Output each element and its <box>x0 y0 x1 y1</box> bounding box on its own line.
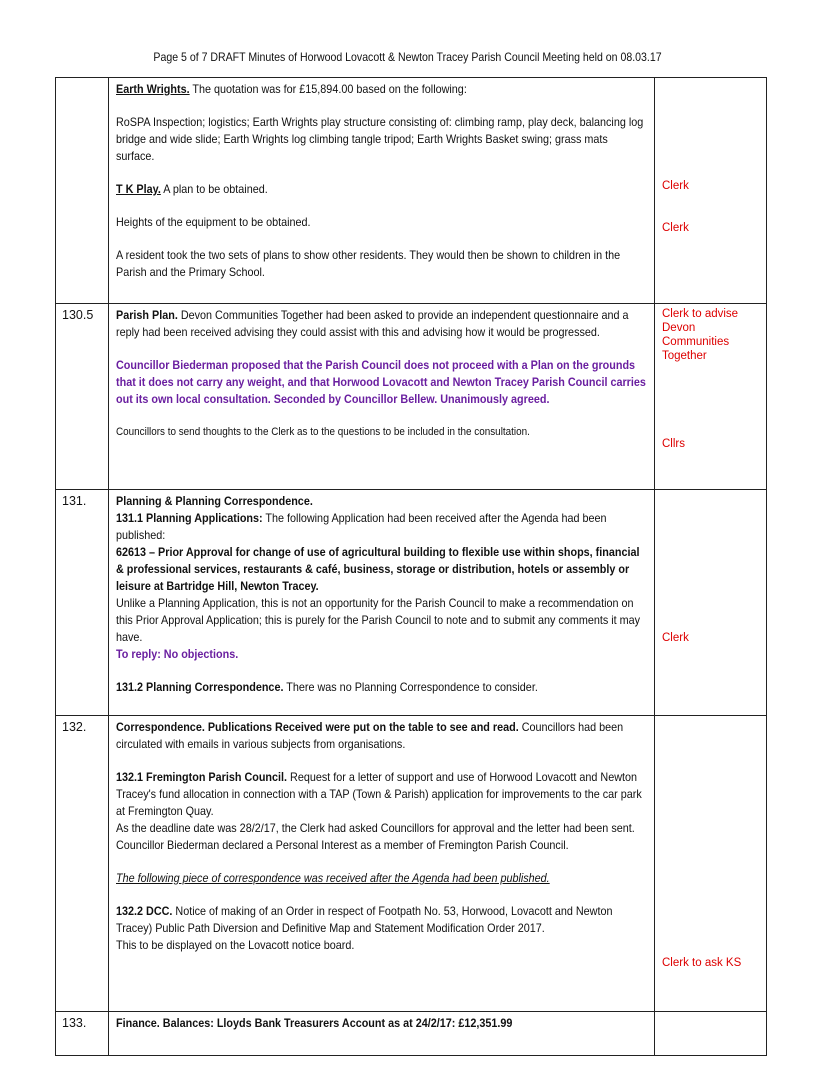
action-cell <box>655 78 767 304</box>
planning-title: Planning & Planning Correspondence. <box>116 494 313 508</box>
earth-wrights-title: Earth Wrights. <box>116 82 190 96</box>
planning-apps-title: 131.1 Planning Applications: <box>116 511 263 525</box>
action-cell <box>655 304 767 490</box>
action-item: Cllrs <box>662 438 685 450</box>
action-cell <box>655 490 767 716</box>
resident-text: A resident took the two sets of plans to show other residents. They would then be shown to children in the Parish and the Primary School. <box>116 248 621 279</box>
planning-corr-title: 131.2 Planning Correspondence. <box>116 680 284 694</box>
table-row <box>56 716 767 1012</box>
reply-text: To reply: No objections. <box>116 647 239 661</box>
tk-play-title: T K Play. <box>116 182 161 196</box>
dcc-title: 132.2 DCC. <box>116 904 173 918</box>
fremington-title: 132.1 Fremington Parish Council. <box>116 770 288 784</box>
item-body <box>109 490 655 716</box>
parish-plan-text: Devon Communities Together had been asked to provide an independent questionnaire and a reply had been received advising they could assist with this and advising how it would be progressed. <box>116 308 629 339</box>
earth-wrights-text: The quotation was for £15,894.00 based on the following: <box>189 82 467 96</box>
item-number <box>56 78 109 304</box>
table-row <box>56 1012 767 1056</box>
item-number: 130.5 <box>56 304 109 490</box>
finance-title: Finance. Balances: Lloyds Bank Treasurers Account as at 24/2/17: £12,351.99 <box>116 1016 513 1030</box>
planning-apps-text: The following Application had been received after the Agenda had been published: <box>116 511 607 542</box>
planning-corr-text: There was no Planning Correspondence to consider. <box>283 680 538 694</box>
unlike-text: Unlike a Planning Application, this is not an opportunity for the Parish Council to make a recommendation on this Prior Approval Application; this is purely for the Parish Council to note and to submit any comments it may have. <box>116 596 641 644</box>
action-cell <box>655 1012 767 1056</box>
item-body <box>109 78 655 304</box>
action-item: Clerk to ask KS <box>662 957 742 969</box>
table-row <box>56 490 767 716</box>
heights-text: Heights of the equipment to be obtained. <box>116 215 311 229</box>
parish-plan-title: Parish Plan. <box>116 308 178 322</box>
fremington-text: Request for a letter of support and use of Horwood Lovacott and Newton Tracey's fund allocation in connection with a TAP (Town & Parish) application for improvements to the car park at Fremington Quay. <box>116 770 642 818</box>
consultation-note: Councillors to send thoughts to the Clerk as to the questions to be included in the consultation. <box>116 426 530 438</box>
display-text: This to be displayed on the Lovacott notice board. <box>116 938 355 952</box>
item-body <box>109 716 655 1012</box>
resolution-text: Councillor Biederman proposed that the Parish Council does not proceed with a Plan on the grounds that it does not carry any weight, and that Horwood Lovacott and Newton Tracey Parish Council carries out its own local consultation. Seconded by Councillor Bellew. Unanimously agreed. <box>116 358 646 406</box>
action-item: Clerk <box>662 222 689 234</box>
table-row <box>56 78 767 304</box>
action-item: Clerk <box>662 632 689 644</box>
application-text: 62613 – Prior Approval for change of use of agricultural building to flexible use within shops, financial & professional services, restaurants & café, business, storage or distribution, hotels or assembly or leisure at Bartridge Hill, Newton Tracey. <box>116 545 640 593</box>
item-number: 131. <box>56 490 109 716</box>
item-number: 132. <box>56 716 109 1012</box>
deadline-text: As the deadline date was 28/2/17, the Clerk had asked Councillors for approval and the letter had been sent. <box>116 821 635 835</box>
tk-play-text: A plan to be obtained. <box>160 182 268 196</box>
minutes-table <box>55 77 767 1056</box>
interest-text: Councillor Biederman declared a Personal Interest as a member of Fremington Parish Council. <box>116 838 569 852</box>
correspondence-text: Councillors had been circulated with emails in various subjects from organisations. <box>116 720 624 751</box>
table-row <box>56 304 767 490</box>
item-body <box>109 1012 655 1056</box>
correspondence-title: Correspondence. Publications Received were put on the table to see and read. <box>116 720 519 734</box>
dcc-text: Notice of making of an Order in respect of Footpath No. 53, Horwood, Lovacott and Newton Tracey) Public Path Diversion and Definitive Map and Statement Modification Order 2017. <box>116 904 613 935</box>
action-item: Clerk <box>662 180 689 192</box>
item-number: 133. <box>56 1012 109 1056</box>
following-text: The following piece of correspondence was received after the Agenda had been published. <box>116 871 550 885</box>
action-item: Clerk to advise Devon Communities Together <box>662 308 739 362</box>
page-header: Page 5 of 7 DRAFT Minutes of Horwood Lovacott & Newton Tracey Parish Council Meeting held on 08.03.17 <box>153 50 662 64</box>
rospa-text: RoSPA Inspection; logistics; Earth Wrights play structure consisting of: climbing ramp, play deck, balancing log bridge and wide slide; Earth Wrights log climbing tangle tripod; Earth Wrights Basket swing; grass mats surface. <box>116 115 644 163</box>
item-body <box>109 304 655 490</box>
action-cell <box>655 716 767 1012</box>
